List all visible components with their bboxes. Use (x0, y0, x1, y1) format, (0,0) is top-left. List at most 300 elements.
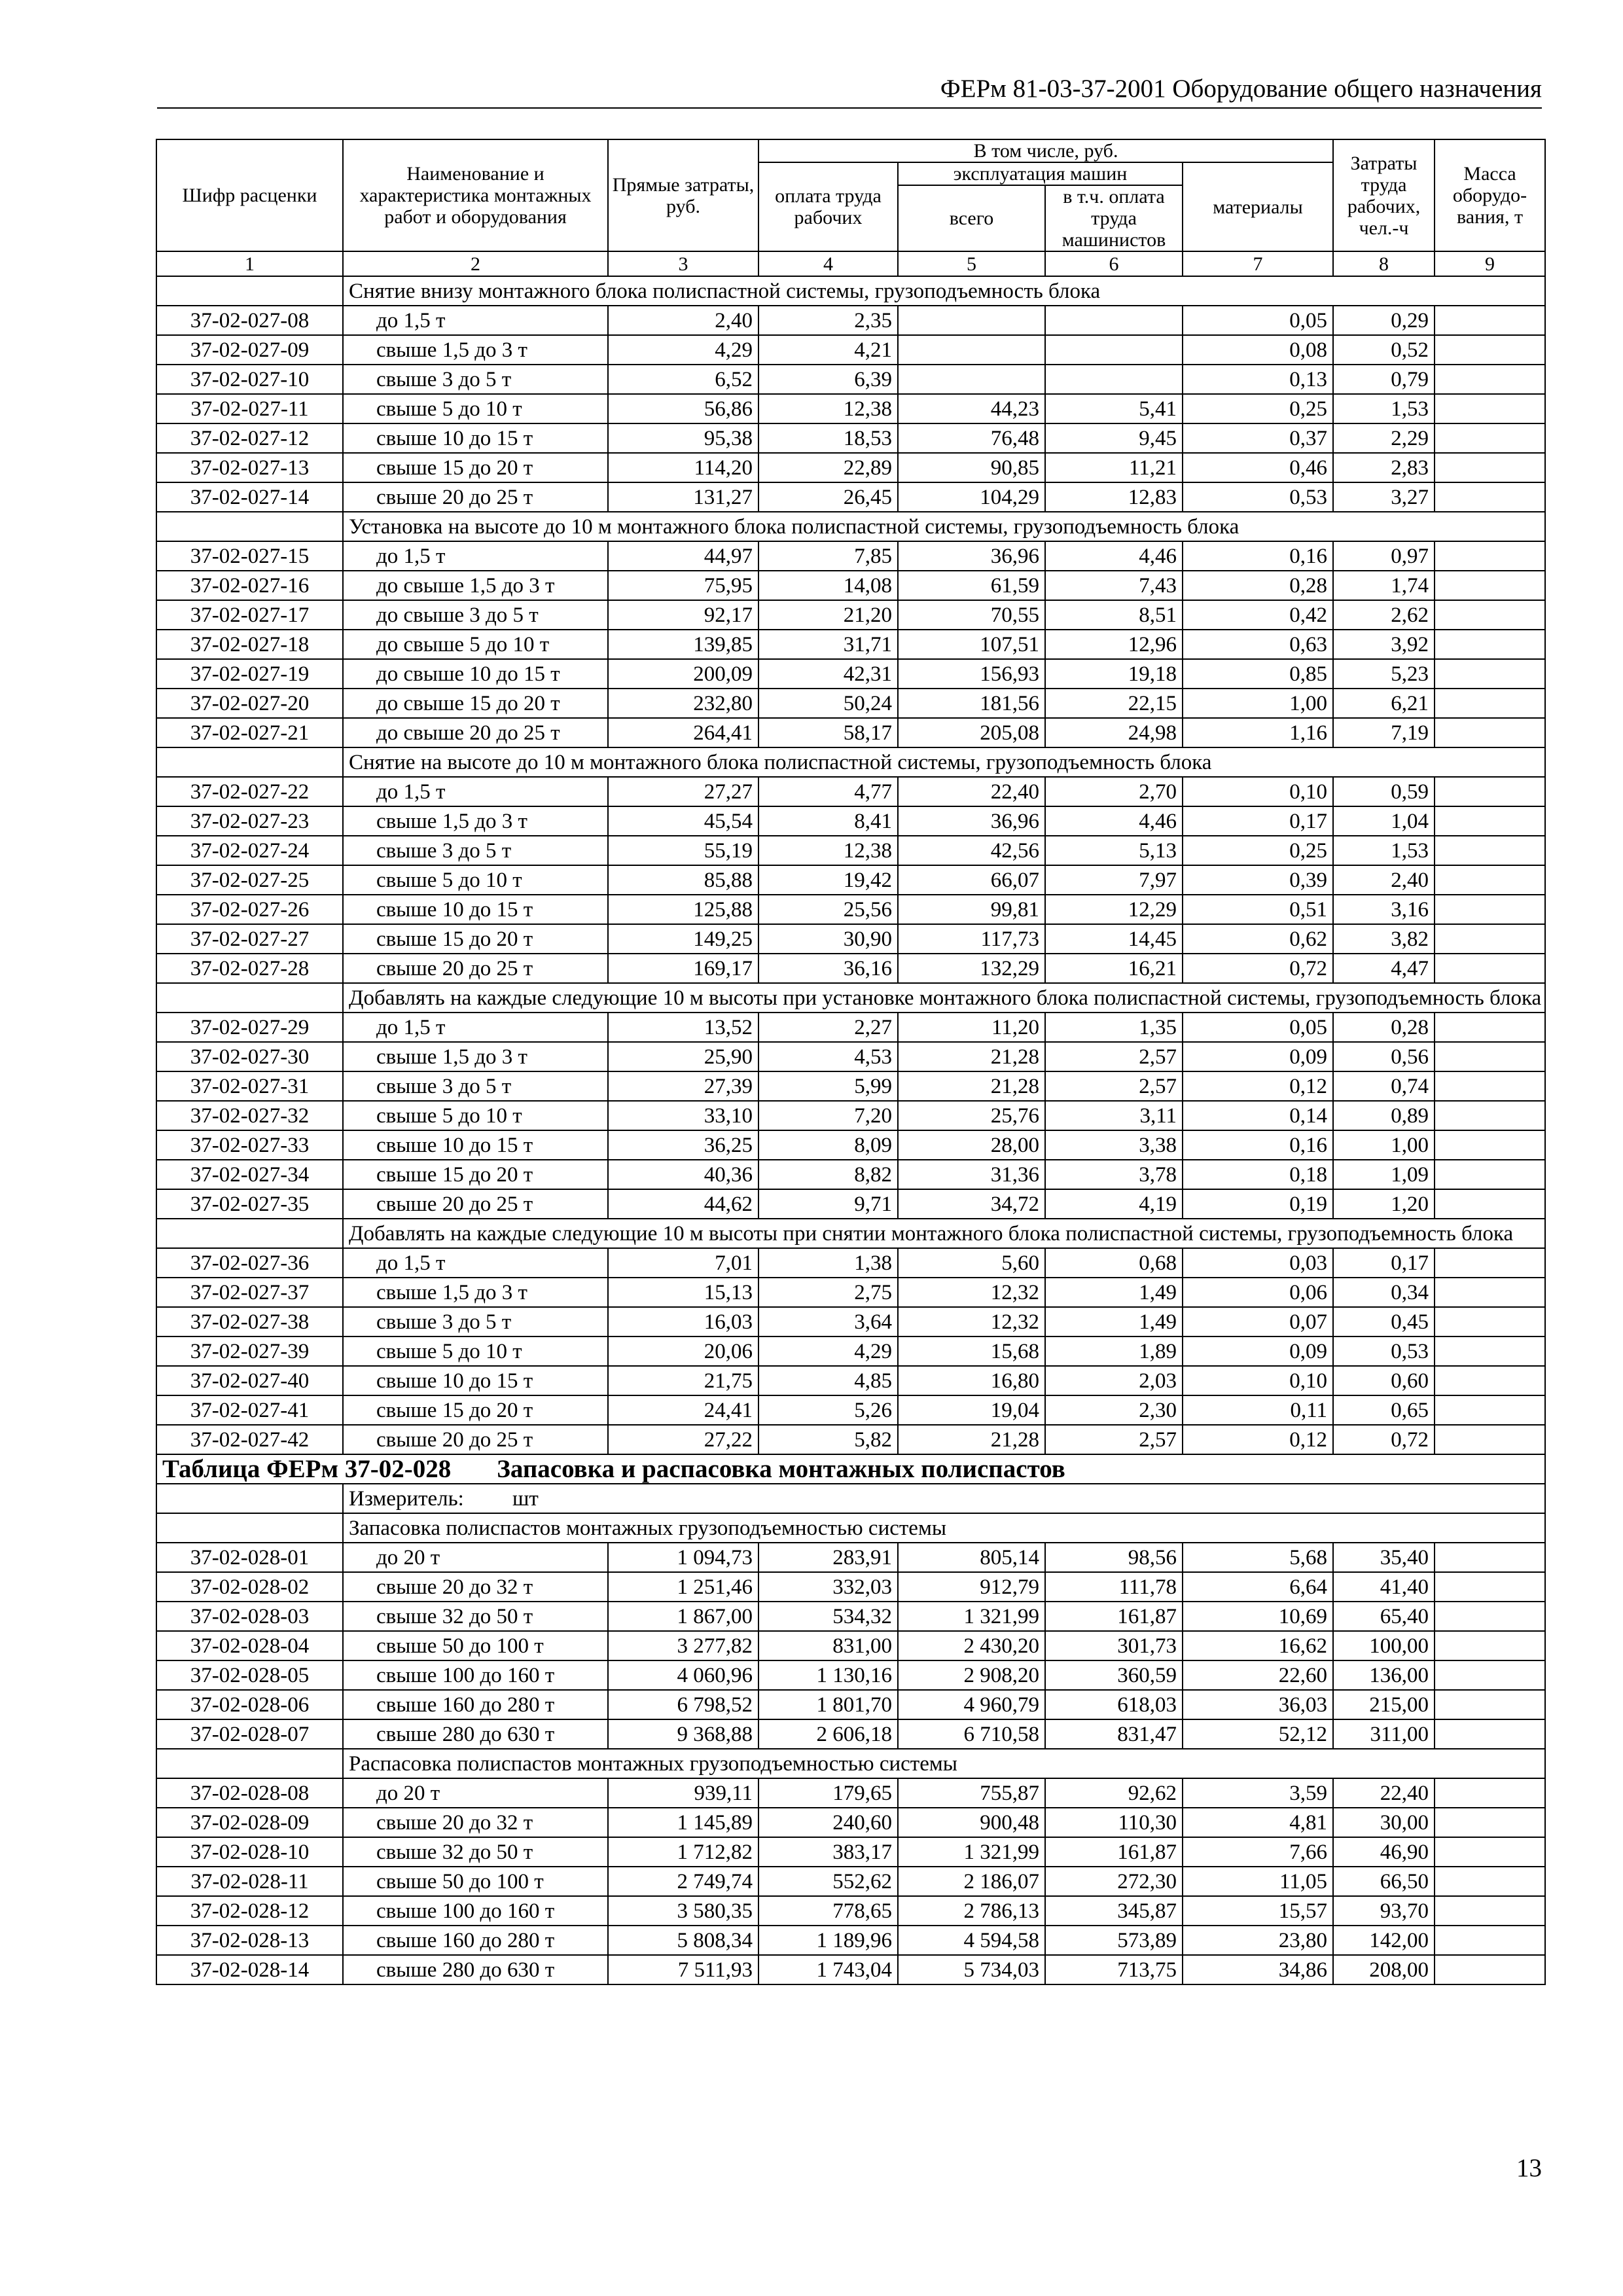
header-direct-costs: Прямые затраты, руб. (608, 139, 758, 251)
machine-total: 61,59 (898, 571, 1045, 600)
rate-code: 37-02-027-08 (156, 306, 343, 335)
labor-hours: 2,40 (1333, 865, 1435, 895)
materials: 5,68 (1183, 1543, 1333, 1572)
machine-total: 4 960,79 (898, 1690, 1045, 1719)
rate-code: 37-02-028-10 (156, 1837, 343, 1867)
table-row (156, 1660, 1545, 1690)
work-name: свыше 10 до 15 т (343, 423, 608, 453)
section-header-row (156, 1749, 1545, 1778)
machine-total: 21,28 (898, 1042, 1045, 1071)
materials: 0,16 (1183, 1130, 1333, 1160)
machine-labor: 161,87 (1045, 1837, 1183, 1867)
labor-hours: 1,53 (1333, 836, 1435, 865)
direct-costs: 6 798,52 (608, 1690, 758, 1719)
machine-total: 2 186,07 (898, 1867, 1045, 1896)
labor-pay: 831,00 (758, 1631, 898, 1660)
labor-pay: 4,85 (758, 1366, 898, 1395)
labor-pay: 534,32 (758, 1602, 898, 1631)
rate-code: 37-02-027-32 (156, 1101, 343, 1130)
table-row (156, 1926, 1545, 1955)
direct-costs: 55,19 (608, 836, 758, 865)
labor-pay: 1 189,96 (758, 1926, 898, 1955)
table-row (156, 482, 1545, 512)
table-row (156, 365, 1545, 394)
work-name: свыше 15 до 20 т (343, 1160, 608, 1189)
section-code-cell (156, 983, 343, 1013)
section-title: Добавлять на каждые следующие 10 м высоты при установке монтажного блока полиспастной системы, грузоподъемность блока (343, 983, 1545, 1013)
table-row (156, 1955, 1545, 1984)
direct-costs: 92,17 (608, 600, 758, 630)
labor-hours: 0,28 (1333, 1013, 1435, 1042)
direct-costs: 4 060,96 (608, 1660, 758, 1690)
table-row (156, 306, 1545, 335)
materials: 0,10 (1183, 777, 1333, 806)
labor-pay: 5,26 (758, 1395, 898, 1425)
materials: 0,06 (1183, 1278, 1333, 1307)
labor-pay: 2,75 (758, 1278, 898, 1307)
labor-pay: 8,41 (758, 806, 898, 836)
labor-hours: 1,20 (1333, 1189, 1435, 1219)
materials: 0,14 (1183, 1101, 1333, 1130)
rate-code: 37-02-028-14 (156, 1955, 343, 1984)
column-number: 1 (156, 251, 343, 276)
rate-code: 37-02-027-20 (156, 689, 343, 718)
rate-code: 37-02-028-12 (156, 1896, 343, 1926)
labor-pay: 22,89 (758, 453, 898, 482)
machine-total: 132,29 (898, 954, 1045, 983)
labor-pay: 778,65 (758, 1896, 898, 1926)
machine-labor: 1,49 (1045, 1307, 1183, 1336)
machine-labor (1045, 365, 1183, 394)
column-number: 6 (1045, 251, 1183, 276)
work-name: свыше 160 до 280 т (343, 1926, 608, 1955)
machine-total: 11,20 (898, 1013, 1045, 1042)
rate-code: 37-02-027-26 (156, 895, 343, 924)
equipment-mass (1435, 865, 1545, 895)
machine-labor: 110,30 (1045, 1808, 1183, 1837)
labor-pay: 1 801,70 (758, 1690, 898, 1719)
section-header-row (156, 276, 1545, 306)
labor-pay: 7,85 (758, 541, 898, 571)
section-title: Запасовка полиспастов монтажных грузоподъемностью системы (343, 1513, 1545, 1543)
work-name: свыше 20 до 25 т (343, 954, 608, 983)
equipment-mass (1435, 1130, 1545, 1160)
table2-title-row (156, 1454, 1545, 1484)
table-row (156, 630, 1545, 659)
section-code-cell (156, 276, 343, 306)
work-name: свыше 5 до 10 т (343, 865, 608, 895)
rate-code: 37-02-027-11 (156, 394, 343, 423)
materials: 0,72 (1183, 954, 1333, 983)
equipment-mass (1435, 777, 1545, 806)
equipment-mass (1435, 600, 1545, 630)
direct-costs: 95,38 (608, 423, 758, 453)
labor-hours: 65,40 (1333, 1602, 1435, 1631)
direct-costs: 131,27 (608, 482, 758, 512)
machine-total: 66,07 (898, 865, 1045, 895)
labor-pay: 2,27 (758, 1013, 898, 1042)
equipment-mass (1435, 541, 1545, 571)
labor-pay: 8,09 (758, 1130, 898, 1160)
materials: 0,25 (1183, 394, 1333, 423)
machine-total: 900,48 (898, 1808, 1045, 1837)
equipment-mass (1435, 1307, 1545, 1336)
machine-labor: 161,87 (1045, 1602, 1183, 1631)
labor-hours: 3,92 (1333, 630, 1435, 659)
machine-total: 755,87 (898, 1778, 1045, 1808)
table-body (156, 276, 1545, 1984)
work-name: свыше 3 до 5 т (343, 1307, 608, 1336)
machine-total: 36,96 (898, 806, 1045, 836)
header-code: Шифр расценки (156, 139, 343, 251)
column-number: 5 (898, 251, 1045, 276)
labor-hours: 1,04 (1333, 806, 1435, 836)
rate-code: 37-02-027-31 (156, 1071, 343, 1101)
machine-total: 99,81 (898, 895, 1045, 924)
materials: 0,62 (1183, 924, 1333, 954)
section-code-cell (156, 1219, 343, 1248)
direct-costs: 169,17 (608, 954, 758, 983)
rate-code: 37-02-027-19 (156, 659, 343, 689)
machine-total: 1 321,99 (898, 1602, 1045, 1631)
rate-code: 37-02-027-37 (156, 1278, 343, 1307)
measure-cell (343, 1484, 1545, 1513)
materials: 34,86 (1183, 1955, 1333, 1984)
labor-pay: 383,17 (758, 1837, 898, 1867)
materials: 0,53 (1183, 482, 1333, 512)
direct-costs: 20,06 (608, 1336, 758, 1366)
direct-costs: 40,36 (608, 1160, 758, 1189)
table-row (156, 335, 1545, 365)
table-row (156, 1602, 1545, 1631)
machine-total: 90,85 (898, 453, 1045, 482)
work-name: свыше 100 до 160 т (343, 1896, 608, 1926)
rate-code: 37-02-027-38 (156, 1307, 343, 1336)
section-code-cell (156, 512, 343, 541)
machine-labor: 831,47 (1045, 1719, 1183, 1749)
direct-costs: 2,40 (608, 306, 758, 335)
machine-labor: 2,57 (1045, 1071, 1183, 1101)
machine-labor: 4,46 (1045, 806, 1183, 836)
equipment-mass (1435, 1101, 1545, 1130)
machine-total: 15,68 (898, 1336, 1045, 1366)
work-name: свыше 20 до 32 т (343, 1808, 608, 1837)
direct-costs: 44,97 (608, 541, 758, 571)
machine-labor: 573,89 (1045, 1926, 1183, 1955)
machine-labor: 3,78 (1045, 1160, 1183, 1189)
rate-code: 37-02-028-05 (156, 1660, 343, 1690)
labor-hours: 30,00 (1333, 1808, 1435, 1837)
labor-hours: 1,00 (1333, 1130, 1435, 1160)
work-name: до 1,5 т (343, 777, 608, 806)
machine-total (898, 365, 1045, 394)
materials: 0,37 (1183, 423, 1333, 453)
work-name: свыше 10 до 15 т (343, 1130, 608, 1160)
rate-code: 37-02-027-24 (156, 836, 343, 865)
table-row (156, 453, 1545, 482)
rate-code: 37-02-027-28 (156, 954, 343, 983)
machine-labor: 4,19 (1045, 1189, 1183, 1219)
work-name: до 1,5 т (343, 541, 608, 571)
machine-labor: 92,62 (1045, 1778, 1183, 1808)
column-number: 2 (343, 251, 608, 276)
direct-costs: 21,75 (608, 1366, 758, 1395)
direct-costs: 15,13 (608, 1278, 758, 1307)
machine-total: 107,51 (898, 630, 1045, 659)
equipment-mass (1435, 1690, 1545, 1719)
labor-hours: 0,59 (1333, 777, 1435, 806)
work-name: свыше 20 до 32 т (343, 1572, 608, 1602)
header-column-numbers (156, 251, 1545, 276)
table-header (156, 139, 1545, 276)
direct-costs: 1 867,00 (608, 1602, 758, 1631)
work-name: до 1,5 т (343, 1013, 608, 1042)
equipment-mass (1435, 1042, 1545, 1071)
labor-hours: 3,16 (1333, 895, 1435, 924)
work-name: свыше 32 до 50 т (343, 1837, 608, 1867)
machine-total: 28,00 (898, 1130, 1045, 1160)
machine-total: 117,73 (898, 924, 1045, 954)
section-header-row (156, 1219, 1545, 1248)
table-row (156, 1867, 1545, 1896)
machine-labor: 12,96 (1045, 630, 1183, 659)
labor-pay: 4,77 (758, 777, 898, 806)
materials: 0,11 (1183, 1395, 1333, 1425)
machine-total: 1 321,99 (898, 1837, 1045, 1867)
labor-hours: 1,74 (1333, 571, 1435, 600)
table-row (156, 865, 1545, 895)
labor-hours: 46,90 (1333, 1837, 1435, 1867)
materials: 0,17 (1183, 806, 1333, 836)
labor-hours: 0,60 (1333, 1366, 1435, 1395)
machine-labor: 5,13 (1045, 836, 1183, 865)
rate-code: 37-02-027-42 (156, 1425, 343, 1454)
work-name: свыше 20 до 25 т (343, 482, 608, 512)
direct-costs: 2 749,74 (608, 1867, 758, 1896)
direct-costs: 1 712,82 (608, 1837, 758, 1867)
machine-total: 4 594,58 (898, 1926, 1045, 1955)
direct-costs: 3 277,82 (608, 1631, 758, 1660)
direct-costs: 200,09 (608, 659, 758, 689)
rate-code: 37-02-027-17 (156, 600, 343, 630)
section-title: Снятие внизу монтажного блока полиспастной системы, грузоподъемность блока (343, 276, 1545, 306)
direct-costs: 1 094,73 (608, 1543, 758, 1572)
machine-total: 156,93 (898, 659, 1045, 689)
column-number: 9 (1435, 251, 1545, 276)
direct-costs: 149,25 (608, 924, 758, 954)
materials: 0,63 (1183, 630, 1333, 659)
equipment-mass (1435, 1366, 1545, 1395)
labor-pay: 3,64 (758, 1307, 898, 1336)
table-row (156, 600, 1545, 630)
labor-hours: 35,40 (1333, 1543, 1435, 1572)
machine-labor: 7,43 (1045, 571, 1183, 600)
work-name: свыше 10 до 15 т (343, 895, 608, 924)
rate-code: 37-02-028-07 (156, 1719, 343, 1749)
direct-costs: 33,10 (608, 1101, 758, 1130)
table-row (156, 1248, 1545, 1278)
equipment-mass (1435, 365, 1545, 394)
machine-total: 104,29 (898, 482, 1045, 512)
labor-pay: 2 606,18 (758, 1719, 898, 1749)
labor-hours: 0,45 (1333, 1307, 1435, 1336)
direct-costs: 6,52 (608, 365, 758, 394)
direct-costs: 5 808,34 (608, 1926, 758, 1955)
machine-total (898, 335, 1045, 365)
work-name: свыше 15 до 20 т (343, 924, 608, 954)
machine-total: 6 710,58 (898, 1719, 1045, 1749)
direct-costs: 939,11 (608, 1778, 758, 1808)
header-machine-total: всего (898, 185, 1045, 251)
materials: 0,07 (1183, 1307, 1333, 1336)
labor-pay: 4,53 (758, 1042, 898, 1071)
machine-labor: 0,68 (1045, 1248, 1183, 1278)
machine-labor: 3,38 (1045, 1130, 1183, 1160)
labor-pay: 12,38 (758, 836, 898, 865)
machine-labor: 2,70 (1045, 777, 1183, 806)
direct-costs: 24,41 (608, 1395, 758, 1425)
table-row (156, 836, 1545, 865)
labor-hours: 0,74 (1333, 1071, 1435, 1101)
rate-code: 37-02-028-13 (156, 1926, 343, 1955)
header-labor-pay: оплата труда рабочих (758, 162, 898, 251)
table-row (156, 1307, 1545, 1336)
labor-pay: 1 743,04 (758, 1955, 898, 1984)
table-row (156, 659, 1545, 689)
machine-labor: 11,21 (1045, 453, 1183, 482)
equipment-mass (1435, 1808, 1545, 1837)
table-row (156, 689, 1545, 718)
direct-costs: 125,88 (608, 895, 758, 924)
machine-labor: 19,18 (1045, 659, 1183, 689)
table-row (156, 1543, 1545, 1572)
work-name: свыше 1,5 до 3 т (343, 1278, 608, 1307)
machine-total: 21,28 (898, 1071, 1045, 1101)
materials: 0,10 (1183, 1366, 1333, 1395)
table2-label: Таблица ФЕРм 37-02-028 (162, 1454, 452, 1483)
work-name: до свыше 20 до 25 т (343, 718, 608, 747)
work-name: свыше 3 до 5 т (343, 836, 608, 865)
labor-hours: 0,56 (1333, 1042, 1435, 1071)
table-row (156, 895, 1545, 924)
rate-code: 37-02-027-15 (156, 541, 343, 571)
work-name: до свыше 1,5 до 3 т (343, 571, 608, 600)
labor-hours: 0,34 (1333, 1278, 1435, 1307)
equipment-mass (1435, 954, 1545, 983)
machine-labor: 8,51 (1045, 600, 1183, 630)
table-row (156, 1808, 1545, 1837)
equipment-mass (1435, 1955, 1545, 1984)
table-row (156, 1071, 1545, 1101)
section-code-cell (156, 1513, 343, 1543)
materials: 0,42 (1183, 600, 1333, 630)
labor-pay: 4,29 (758, 1336, 898, 1366)
work-name: свыше 1,5 до 3 т (343, 1042, 608, 1071)
work-name: до 20 т (343, 1543, 608, 1572)
rate-code: 37-02-027-12 (156, 423, 343, 453)
work-name: до 20 т (343, 1778, 608, 1808)
rate-code: 37-02-028-01 (156, 1543, 343, 1572)
direct-costs: 45,54 (608, 806, 758, 836)
labor-pay: 283,91 (758, 1543, 898, 1572)
direct-costs: 27,27 (608, 777, 758, 806)
machine-labor: 9,45 (1045, 423, 1183, 453)
table2-title-cell (156, 1454, 1545, 1484)
direct-costs: 139,85 (608, 630, 758, 659)
table-row (156, 1366, 1545, 1395)
machine-total: 19,04 (898, 1395, 1045, 1425)
work-name: свыше 10 до 15 т (343, 1366, 608, 1395)
labor-hours: 1,53 (1333, 394, 1435, 423)
equipment-mass (1435, 806, 1545, 836)
rate-code: 37-02-027-34 (156, 1160, 343, 1189)
equipment-mass (1435, 1778, 1545, 1808)
labor-pay: 30,90 (758, 924, 898, 954)
machine-total: 2 786,13 (898, 1896, 1045, 1926)
work-name: свыше 280 до 630 т (343, 1955, 608, 1984)
materials: 15,57 (1183, 1896, 1333, 1926)
machine-total: 2 430,20 (898, 1631, 1045, 1660)
header-materials: материалы (1183, 162, 1333, 251)
direct-costs: 232,80 (608, 689, 758, 718)
header-including: В том числе, руб. (758, 139, 1333, 162)
equipment-mass (1435, 1160, 1545, 1189)
rate-code: 37-02-027-35 (156, 1189, 343, 1219)
work-name: свыше 1,5 до 3 т (343, 806, 608, 836)
labor-hours: 0,89 (1333, 1101, 1435, 1130)
rate-code: 37-02-027-14 (156, 482, 343, 512)
labor-pay: 332,03 (758, 1572, 898, 1602)
work-name: свыше 32 до 50 т (343, 1602, 608, 1631)
machine-total: 31,36 (898, 1160, 1045, 1189)
work-name: свыше 20 до 25 т (343, 1189, 608, 1219)
equipment-mass (1435, 659, 1545, 689)
equipment-mass (1435, 571, 1545, 600)
direct-costs: 3 580,35 (608, 1896, 758, 1926)
direct-costs: 25,90 (608, 1042, 758, 1071)
machine-total: 5,60 (898, 1248, 1045, 1278)
rate-code: 37-02-027-16 (156, 571, 343, 600)
labor-hours: 0,52 (1333, 335, 1435, 365)
machine-labor: 22,15 (1045, 689, 1183, 718)
machine-labor: 2,57 (1045, 1042, 1183, 1071)
equipment-mass (1435, 1602, 1545, 1631)
materials: 0,05 (1183, 306, 1333, 335)
measure-unit: шт (512, 1486, 539, 1511)
machine-labor: 301,73 (1045, 1631, 1183, 1660)
labor-hours: 136,00 (1333, 1660, 1435, 1690)
labor-hours: 2,83 (1333, 453, 1435, 482)
materials: 0,09 (1183, 1336, 1333, 1366)
work-name: свыше 15 до 20 т (343, 1395, 608, 1425)
materials: 0,39 (1183, 865, 1333, 895)
labor-pay: 12,38 (758, 394, 898, 423)
machine-labor: 24,98 (1045, 718, 1183, 747)
labor-pay: 21,20 (758, 600, 898, 630)
labor-pay: 2,35 (758, 306, 898, 335)
direct-costs: 27,39 (608, 1071, 758, 1101)
machine-total: 205,08 (898, 718, 1045, 747)
machine-labor: 1,49 (1045, 1278, 1183, 1307)
machine-labor: 1,35 (1045, 1013, 1183, 1042)
header-name: Наименование и характеристика монтажных работ и оборудования (343, 139, 608, 251)
materials: 22,60 (1183, 1660, 1333, 1690)
rate-code: 37-02-027-13 (156, 453, 343, 482)
labor-hours: 2,62 (1333, 600, 1435, 630)
materials: 4,81 (1183, 1808, 1333, 1837)
machine-total: 12,32 (898, 1307, 1045, 1336)
machine-total (898, 306, 1045, 335)
